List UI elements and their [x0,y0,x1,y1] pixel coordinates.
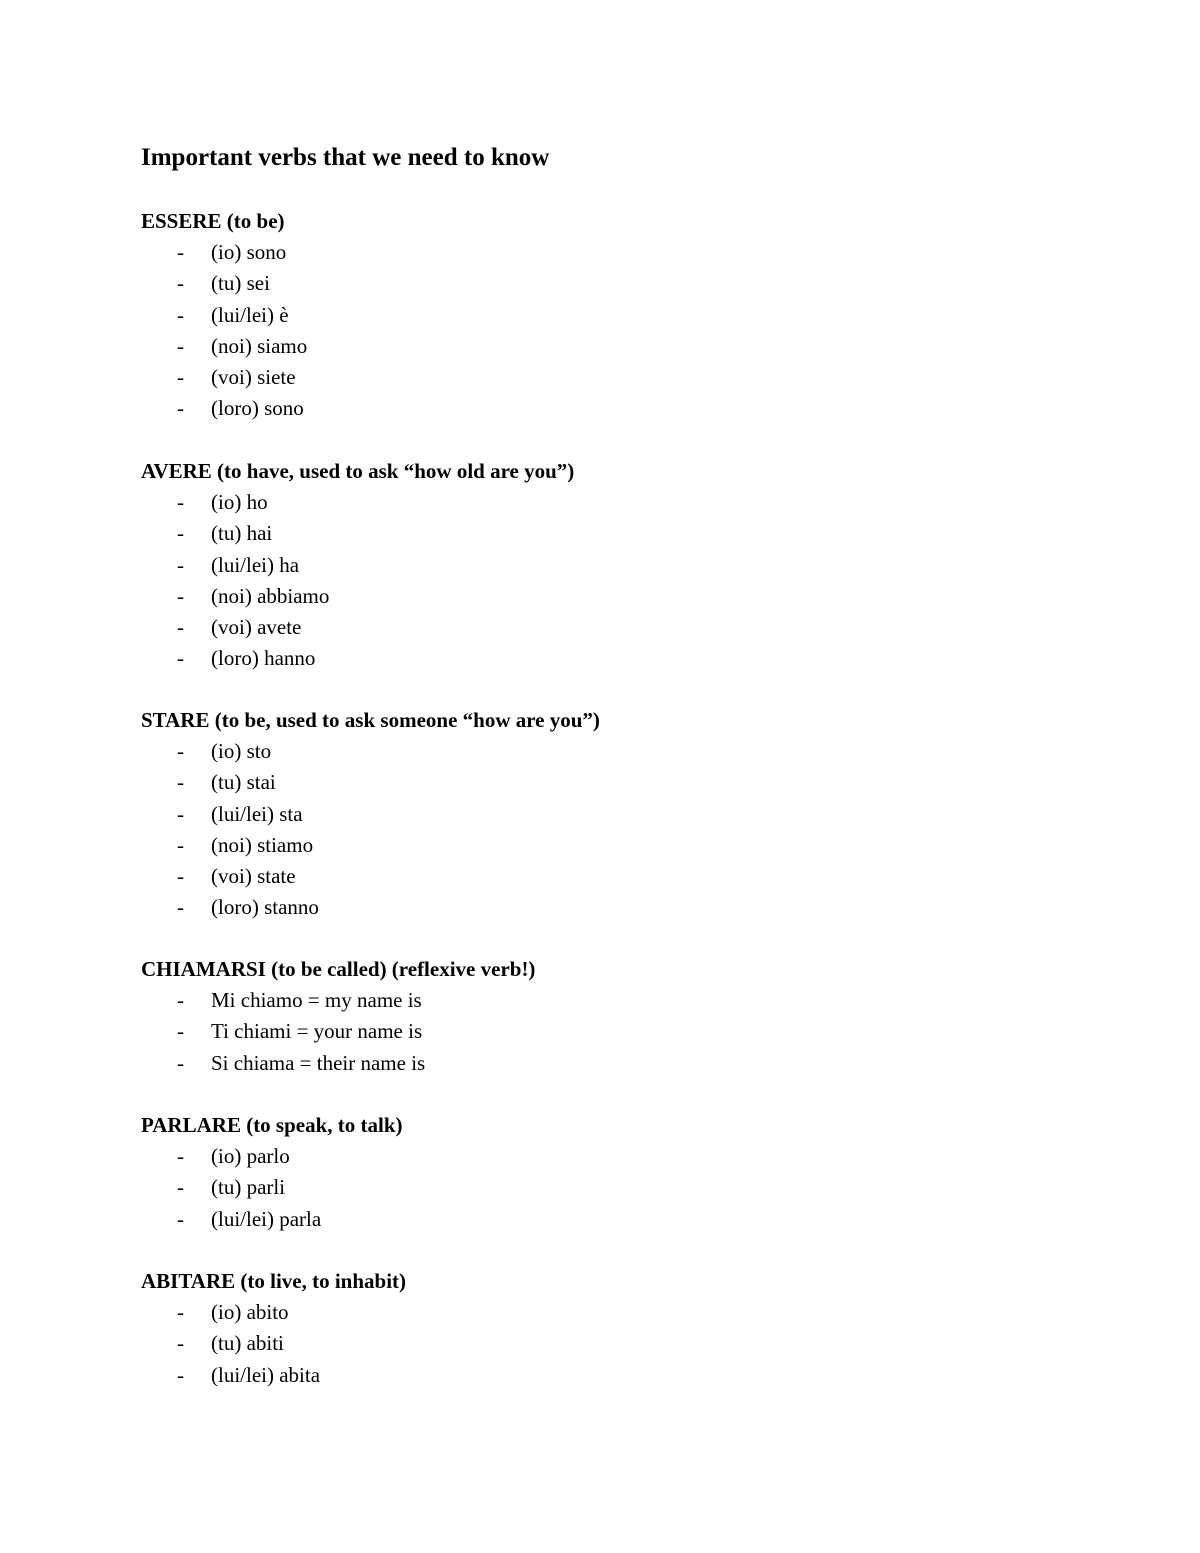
conjugation-list [141,1141,1041,1235]
dash-bullet: - [177,614,184,639]
section-heading: ABITARE (to live, to inhabit) [141,1269,407,1293]
dash-bullet: - [177,988,184,1013]
list-item-text: (noi) stiamo [211,832,314,857]
section-heading: AVERE (to have, used to ask “how old are you”) [141,459,575,483]
dash-bullet: - [177,646,184,671]
section-heading: CHIAMARSI (to be called) (reflexive verb!) [141,957,536,981]
list-item-text: Si chiama = their name is [211,1050,426,1075]
list-item-text: Mi chiamo = my name is [211,988,422,1013]
list-item-text: (tu) parli [211,1175,286,1200]
list-item-text: (tu) hai [211,521,273,546]
list-item [141,612,1041,643]
dash-bullet: - [177,1300,184,1325]
list-item-text: (io) sto [211,739,272,764]
list-item [141,518,1041,549]
list-item-text: (voi) avete [211,614,302,639]
list-item [141,1204,1041,1235]
list-item [141,362,1041,393]
list-item-text: (loro) stanno [211,895,319,920]
conjugation-list [141,1297,1041,1391]
list-item-text: (voi) state [211,863,296,888]
list-item [141,268,1041,299]
dash-bullet: - [177,801,184,826]
list-item [141,1172,1041,1203]
dash-bullet: - [177,271,184,296]
list-item-text: (lui/lei) sta [211,801,303,826]
list-item-text: (io) abito [211,1300,289,1325]
list-item [141,643,1041,674]
dash-bullet: - [177,552,184,577]
list-item [141,1360,1041,1391]
dash-bullet: - [177,832,184,857]
list-item-text: Ti chiami = your name is [211,1019,423,1044]
conjugation-list [141,736,1041,923]
list-item-text: (noi) abbiamo [211,583,330,608]
list-item [141,799,1041,830]
dash-bullet: - [177,1019,184,1044]
dash-bullet: - [177,302,184,327]
list-item [141,581,1041,612]
list-item [141,830,1041,861]
dash-bullet: - [177,1362,184,1387]
list-item-text: (tu) stai [211,770,276,795]
dash-bullet: - [177,521,184,546]
section-avere [141,456,1041,674]
section-parlare [141,1110,1041,1235]
dash-bullet: - [177,1050,184,1075]
list-item [141,1328,1041,1359]
conjugation-list [141,237,1041,424]
section-abitare [141,1266,1041,1391]
dash-bullet: - [177,1175,184,1200]
document-title: Important verbs that we need to know [141,144,550,171]
dash-bullet: - [177,490,184,515]
list-item-text: (tu) sei [211,271,270,296]
list-item-text: (loro) hanno [211,646,316,671]
dash-bullet: - [177,1331,184,1356]
list-item-text: (voi) siete [211,364,296,389]
list-item [141,1141,1041,1172]
section-heading: STARE (to be, used to ask someone “how are you”) [141,708,600,732]
list-item [141,550,1041,581]
dash-bullet: - [177,1144,184,1169]
dash-bullet: - [177,863,184,888]
dash-bullet: - [177,364,184,389]
list-item-text: (lui/lei) è [211,302,289,327]
list-item-text: (io) sono [211,240,287,265]
list-item [141,1016,1041,1047]
list-item [141,861,1041,892]
section-heading: PARLARE (to speak, to talk) [141,1113,403,1137]
conjugation-list [141,487,1041,674]
list-item-text: (lui/lei) abita [211,1362,321,1387]
list-item [141,736,1041,767]
list-item [141,1048,1041,1079]
dash-bullet: - [177,583,184,608]
list-item-text: (io) parlo [211,1144,290,1169]
conjugation-list [141,985,1041,1079]
dash-bullet: - [177,240,184,265]
list-item-text: (loro) sono [211,396,304,421]
section-chiamarsi [141,954,1041,1079]
list-item-text: (lui/lei) parla [211,1206,322,1231]
dash-bullet: - [177,396,184,421]
dash-bullet: - [177,739,184,764]
list-item [141,393,1041,424]
dash-bullet: - [177,333,184,358]
list-item-text: (noi) siamo [211,333,308,358]
section-essere [141,206,1041,424]
dash-bullet: - [177,1206,184,1231]
dash-bullet: - [177,770,184,795]
dash-bullet: - [177,895,184,920]
list-item [141,1297,1041,1328]
list-item-text: (tu) abiti [211,1331,284,1356]
list-item [141,767,1041,798]
list-item [141,331,1041,362]
list-item [141,892,1041,923]
list-item [141,487,1041,518]
list-item [141,237,1041,268]
section-stare [141,705,1041,923]
list-item-text: (io) ho [211,490,268,515]
list-item-text: (lui/lei) ha [211,552,300,577]
list-item [141,300,1041,331]
list-item [141,985,1041,1016]
section-heading: ESSERE (to be) [141,209,285,233]
